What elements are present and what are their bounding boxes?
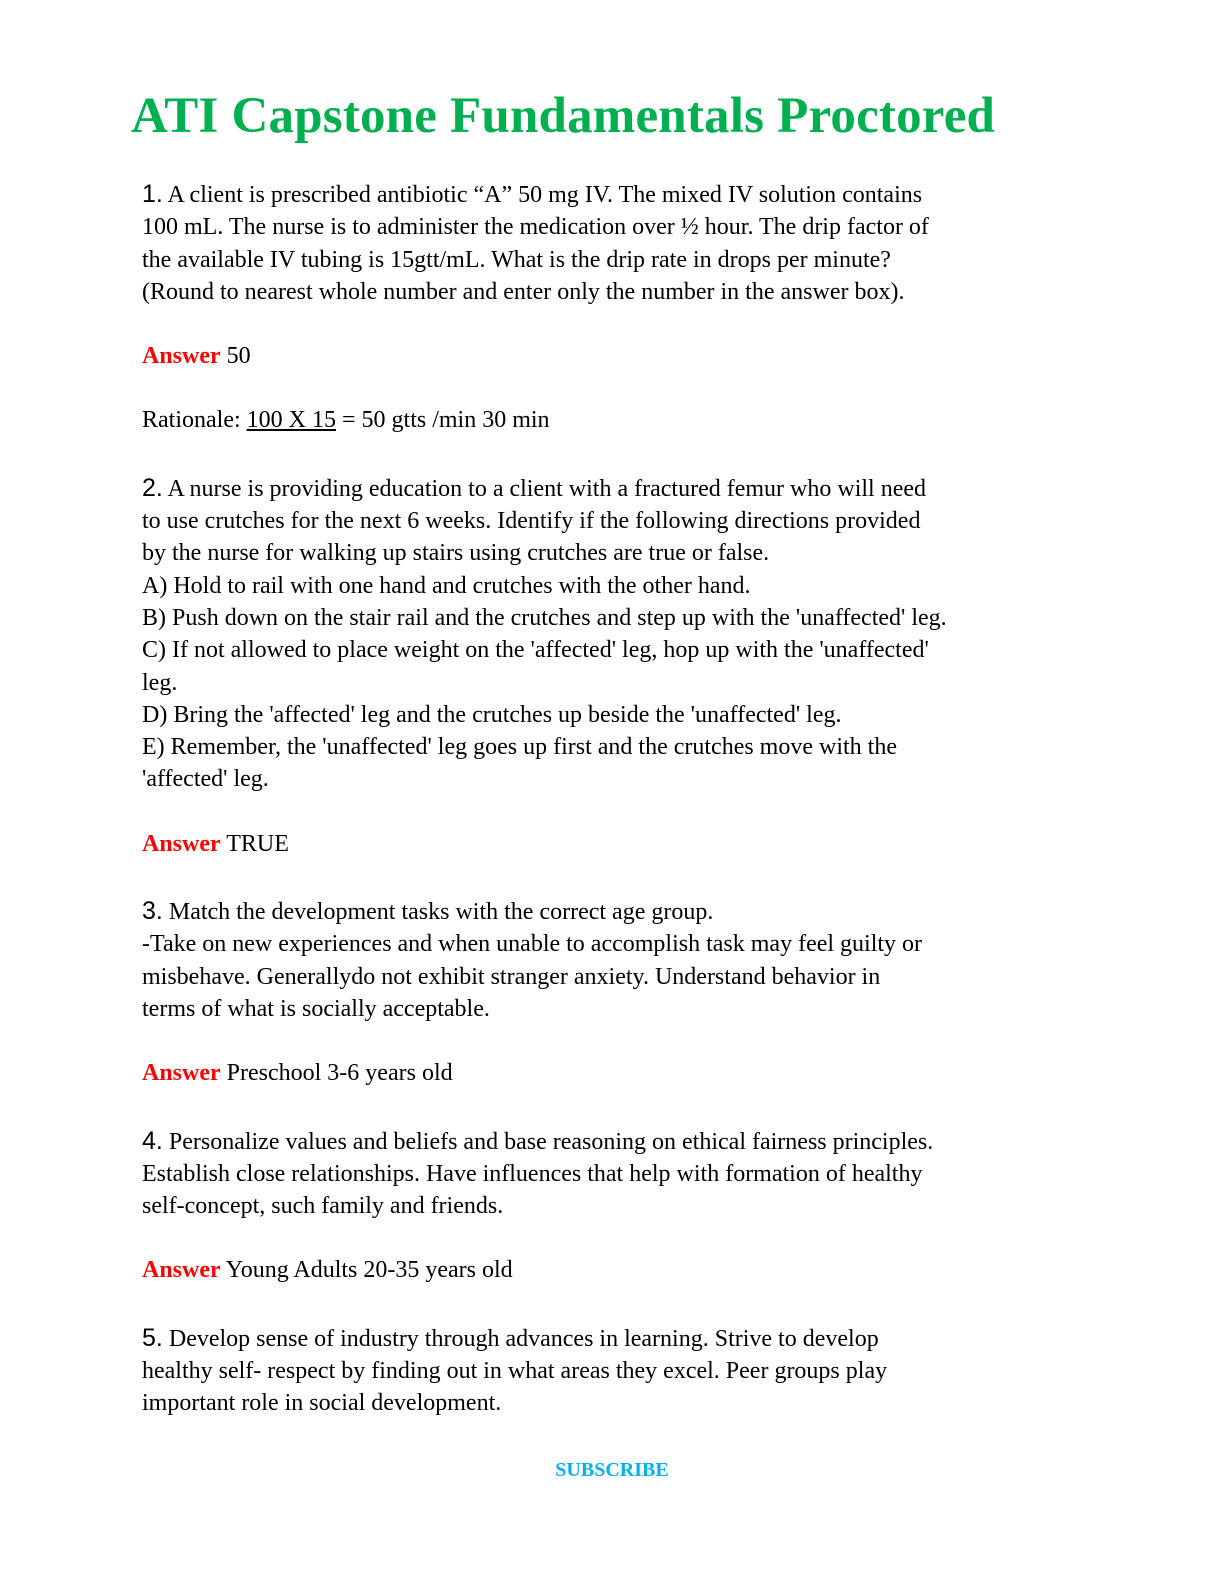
- answer-label: Answer: [142, 343, 221, 370]
- question-number: 2.: [142, 473, 163, 502]
- question-number: 1.: [142, 180, 163, 208]
- question-line: misbehave. Generallydo not exhibit stranger anxiety. Understand behavior in: [142, 963, 881, 990]
- option-e-continued: 'affected' leg.: [142, 766, 269, 793]
- question-list: [142, 178, 1102, 1420]
- question-number: 4.: [142, 1126, 163, 1155]
- answer-label: Answer: [142, 1257, 221, 1284]
- question-line: by the nurse for walking up stairs using crutches are true or false.: [142, 540, 770, 567]
- answer-label: Answer: [142, 830, 221, 857]
- question-line: healthy self- respect by finding out in what areas they excel. Peer groups play: [142, 1358, 888, 1385]
- option-c: C) If not allowed to place weight on the 'affected' leg, hop up with the 'unaffected': [142, 637, 929, 664]
- question-line: 100 mL. The nurse is to administer the medication over ½ hour. The drip factor of: [142, 214, 929, 241]
- question-2: [142, 472, 1102, 796]
- answer-label: Answer: [142, 1060, 221, 1087]
- rationale-1: [142, 404, 1102, 436]
- question-line: 5. Develop sense of industry through advances in learning. Strive to develop: [142, 1323, 879, 1352]
- question-line: 4. Personalize values and beliefs and base reasoning on ethical fairness principles.: [142, 1126, 934, 1155]
- question-5: [142, 1322, 1102, 1420]
- option-a: A) Hold to rail with one hand and crutches with the other hand.: [142, 572, 751, 599]
- question-3: [142, 895, 1102, 1025]
- answer-value: 50: [226, 343, 251, 370]
- rationale-numerator: 100 X 15: [246, 407, 336, 434]
- question-1: [142, 178, 1102, 308]
- option-d: D) Bring the 'affected' leg and the crutches up beside the 'unaffected' leg.: [142, 701, 842, 728]
- rationale-label: Rationale:: [142, 407, 241, 434]
- page-title: ATI Capstone Fundamentals Proctored: [131, 88, 996, 144]
- answer-1: [142, 340, 1102, 372]
- answer-value: Young Adults 20-35 years old: [225, 1257, 513, 1284]
- question-line: 3. Match the development tasks with the correct age group.: [142, 897, 714, 926]
- question-4: [142, 1125, 1102, 1223]
- subscribe-link[interactable]: SUBSCRIBE: [555, 1459, 669, 1481]
- question-number: 5.: [142, 1323, 163, 1352]
- option-e: E) Remember, the 'unaffected' leg goes up first and the crutches move with the: [142, 734, 897, 761]
- option-c-continued: leg.: [142, 669, 178, 696]
- question-number: 3.: [142, 897, 163, 926]
- question-line: 2. A nurse is providing education to a client with a fractured femur who will need: [142, 473, 926, 502]
- question-line: Establish close relationships. Have influences that help with formation of healthy: [142, 1160, 923, 1187]
- question-line: 1. A client is prescribed antibiotic “A” 50 mg IV. The mixed IV solution contains: [142, 180, 923, 208]
- answer-4: [142, 1254, 1102, 1286]
- question-line: (Round to nearest whole number and enter only the number in the answer box).: [142, 278, 905, 305]
- question-line: terms of what is socially acceptable.: [142, 995, 490, 1022]
- question-line: to use crutches for the next 6 weeks. Identify if the following directions provided: [142, 508, 921, 535]
- rationale-result: = 50 gtts /min 30 min: [341, 407, 550, 434]
- answer-value: Preschool 3-6 years old: [226, 1060, 453, 1087]
- question-line: the available IV tubing is 15gtt/mL. What is the drip rate in drops per minute?: [142, 246, 891, 273]
- question-line: -Take on new experiences and when unable to accomplish task may feel guilty or: [142, 931, 923, 958]
- option-b: B) Push down on the stair rail and the crutches and step up with the 'unaffected' leg.: [142, 604, 947, 631]
- question-line: self-concept, such family and friends.: [142, 1193, 504, 1220]
- question-line: important role in social development.: [142, 1390, 502, 1417]
- answer-2: [142, 828, 1102, 860]
- answer-3: [142, 1057, 1102, 1089]
- answer-value: TRUE: [226, 830, 289, 857]
